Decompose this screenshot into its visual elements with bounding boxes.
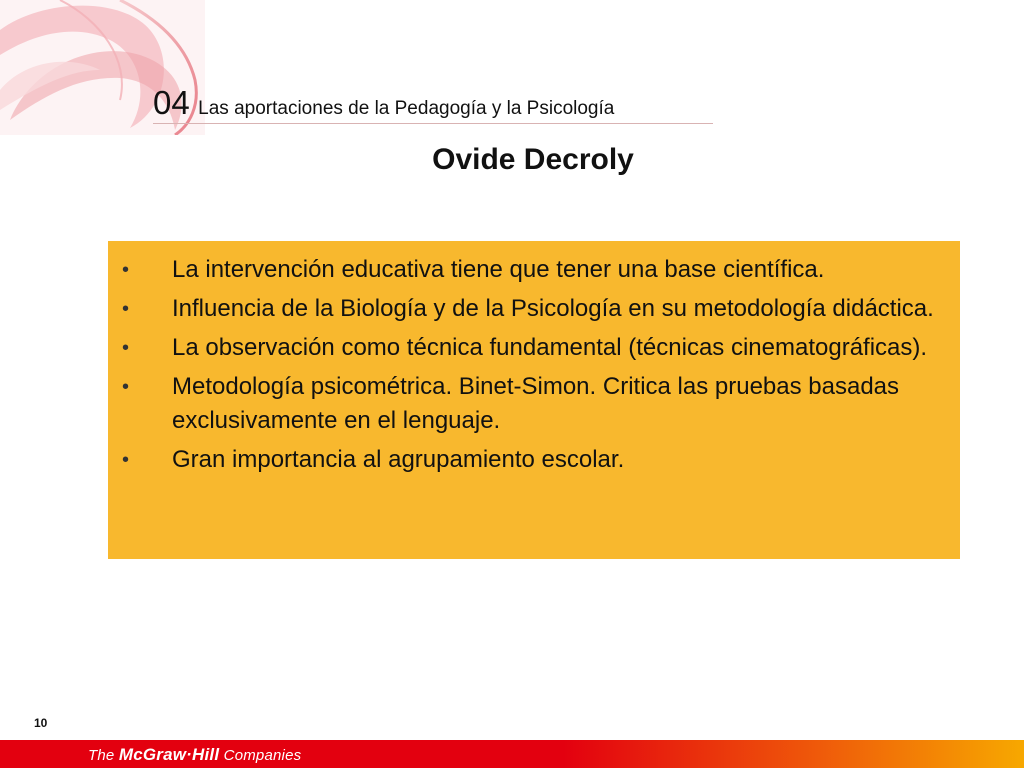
chapter-title: Las aportaciones de la Pedagogía y la Psicología bbox=[198, 98, 615, 119]
list-item bbox=[118, 253, 946, 287]
bullet-icon: • bbox=[122, 449, 130, 471]
slide-title: Ovide Decroly bbox=[432, 143, 634, 176]
bullet-icon: • bbox=[122, 259, 130, 281]
bullet-icon: • bbox=[122, 376, 130, 398]
list-item bbox=[118, 443, 946, 477]
list-item bbox=[118, 331, 946, 365]
bullet-text: Metodología psicométrica. Binet-Simon. Critica las pruebas basadas exclusivamente en el lenguaje. bbox=[172, 373, 900, 434]
bullet-text: Gran importancia al agrupamiento escolar. bbox=[172, 446, 625, 473]
bullet-text: Influencia de la Biología y de la Psicología en su metodología didáctica. bbox=[172, 295, 934, 322]
bullet-text: La intervención educativa tiene que tener una base científica. bbox=[172, 256, 825, 283]
bullet-list bbox=[118, 253, 946, 477]
chapter-header bbox=[153, 84, 713, 124]
logo-prefix: The bbox=[88, 747, 115, 764]
logo-suffix: Companies bbox=[223, 747, 302, 764]
content-box bbox=[108, 241, 960, 559]
bullet-icon: • bbox=[122, 298, 130, 320]
logo-brand: McGraw·Hill bbox=[118, 745, 220, 764]
bullet-text: La observación como técnica fundamental (técnicas cinematográficas). bbox=[172, 334, 928, 361]
chapter-number: 04 bbox=[153, 84, 190, 121]
page-number: 10 bbox=[34, 716, 48, 730]
bullet-icon: • bbox=[122, 337, 130, 359]
list-item bbox=[118, 370, 946, 438]
footer-bar bbox=[0, 740, 1024, 768]
list-item bbox=[118, 292, 946, 326]
publisher-logo bbox=[88, 745, 301, 765]
